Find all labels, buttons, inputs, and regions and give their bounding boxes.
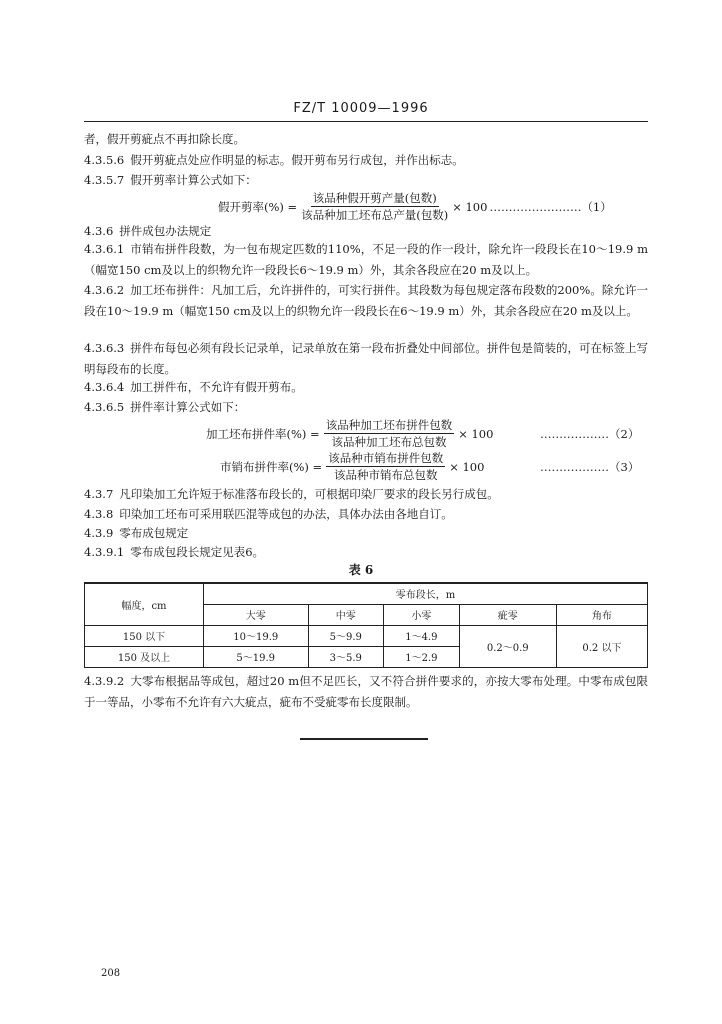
equation-number-2 <box>540 426 639 442</box>
header-cell-jiao-bu: 角布 <box>556 604 647 625</box>
clause-4-3-6-1 <box>84 239 648 281</box>
clause-number: 4.3.9 <box>84 526 114 540</box>
header-cell-ci-ling: 疵零 <box>459 604 556 625</box>
table-caption: 表 6 <box>348 563 374 577</box>
clause-text: 零布成包段长规定见表6。 <box>130 545 265 559</box>
clause-text: 拼件布每包必须有段长记录单，记录单放在第一段布折叠处中间部位。拼件包是简装的，可在标签上写明每段布的长度。 <box>84 341 648 376</box>
numerator: 该品种假开剪产量(包数) <box>312 191 437 205</box>
clause-number: 4.3.6.4 <box>84 380 125 394</box>
clause-number: 4.3.6 <box>84 224 114 238</box>
formula-1 <box>218 191 612 222</box>
clause-text: 拼件成包办法规定 <box>119 224 212 238</box>
cell-xiao-ling: 1～2.9 <box>384 646 460 667</box>
denominator: 该品种加工坯布总产量(包数) <box>301 208 449 222</box>
formula-multiplier: × 100 <box>449 459 485 474</box>
formula-multiplier: × 100 <box>452 199 488 214</box>
clause-text: 加工拼件布，不允许有假开剪布。 <box>130 380 303 394</box>
clause-number: 4.3.8 <box>84 507 114 521</box>
formula-2 <box>206 418 493 449</box>
formula-multiplier: × 100 <box>458 426 494 441</box>
clause-4-3-8 <box>84 506 453 522</box>
clause-4-3-9-2 <box>84 671 648 713</box>
cell-da-ling: 10～19.9 <box>204 625 309 646</box>
clause-text: 市销布拼件段数，为一包布规定匹数的110%，不足一段的作一段计，除允许一段段长在10～19.9 m（幅宽150 cm及以上的织物允许一段段长6～19.9 m）外，其余各段应在20 m及以上。 <box>84 242 648 277</box>
clause-text: 假开剪率计算公式如下： <box>130 173 257 187</box>
equation-number: （2） <box>609 427 640 441</box>
leader-dots: ……………… <box>540 427 609 441</box>
clause-4-3-6-5 <box>84 399 245 415</box>
formula-lhs: 市销布拼件率(%) = <box>220 459 323 474</box>
equation-number: （3） <box>609 460 640 474</box>
text-line: 者，假开剪疵点不再扣除长度。 <box>84 132 245 146</box>
numerator: 该品种加工坯布拼件包数 <box>325 418 453 432</box>
page-number: 208 <box>101 968 121 979</box>
cell-jiao-bu-merged: 0.2 以下 <box>556 625 647 667</box>
clause-number: 4.3.7 <box>84 487 114 501</box>
cell-width: 150 以下 <box>85 625 204 646</box>
clause-text: 大零布根据品等成包，超过20 m但不足匹长，又不符合拼件要求的，亦按大零布处理。中零布成包限于一等品，小零布不允许有六大疵点，疵布不受疵零布长度限制。 <box>84 674 648 709</box>
equation-number-3 <box>540 459 639 475</box>
clause-4-3-9 <box>84 525 188 541</box>
clause-number: 4.3.6.1 <box>84 242 125 256</box>
header-cell-xiao-ling: 小零 <box>384 604 460 625</box>
header-cell-width: 幅度，cm <box>85 583 204 625</box>
table-6 <box>84 582 648 668</box>
clause-text: 零布成包规定 <box>119 526 189 540</box>
header-cell-da-ling: 大零 <box>204 604 309 625</box>
cell-zhong-ling: 5～9.9 <box>308 625 384 646</box>
clause-number: 4.3.9.2 <box>84 674 125 688</box>
formula-lhs: 假开剪率(%) = <box>218 199 298 214</box>
leader-dots: …………………… <box>489 199 582 214</box>
clause-number: 4.3.5.6 <box>84 153 125 167</box>
clause-4-3-6-2 <box>84 280 648 322</box>
clause-4-3-6-4 <box>84 379 303 395</box>
clause-number: 4.3.6.3 <box>84 341 125 355</box>
clause-text: 加工坯布拼件：凡加工后，允许拼件的，可实行拼件。其段数为每包规定落布段数的200%。除允许一段在10～19.9 m（幅宽150 cm及以上的织物允许一段段长在6～19.9 m）外，其余各段应在20 m及以上。 <box>84 283 648 318</box>
header-cell-group: 零布段长，m <box>204 583 648 604</box>
equation-number: （1） <box>581 199 612 214</box>
table-header-row <box>85 583 648 604</box>
formula-fraction <box>301 191 448 222</box>
clause-text: 假开剪疵点处应作明显的标志。假开剪布另行成包，并作出标志。 <box>130 153 464 167</box>
clause-number: 4.3.6.2 <box>84 283 125 297</box>
end-of-standard-rule <box>300 738 428 740</box>
formula-fraction <box>324 418 455 449</box>
clause-4-3-9-1 <box>84 544 264 560</box>
clause-number: 4.3.6.5 <box>84 400 125 414</box>
denominator: 该品种市销布总包数 <box>333 468 438 482</box>
formula-lhs: 加工坯布拼件率(%) = <box>206 426 320 441</box>
formula-3 <box>220 451 484 482</box>
header-rule <box>84 121 648 122</box>
standard-code-header: FZ/T 10009—1996 <box>293 101 429 116</box>
clause-number: 4.3.5.7 <box>84 173 125 187</box>
denominator: 该品种加工坯布总包数 <box>331 435 447 449</box>
clause-text: 凡印染加工允许短于标准落布段长的，可根据印染厂要求的段长另行成包。 <box>119 487 499 501</box>
clause-text: 拼件率计算公式如下： <box>130 400 246 414</box>
cell-width: 150 及以上 <box>85 646 204 667</box>
clause-number: 4.3.9.1 <box>84 545 125 559</box>
numerator: 该品种市销布拼件包数 <box>328 451 444 465</box>
leader-dots: ……………… <box>540 460 609 474</box>
clause-4-3-5-7 <box>84 172 257 188</box>
table-row <box>85 625 648 646</box>
clause-4-3-6 <box>84 223 211 239</box>
clause-4-3-7 <box>84 486 499 502</box>
clause-4-3-6-3 <box>84 338 648 380</box>
header-cell-zhong-ling: 中零 <box>308 604 384 625</box>
cell-ci-ling-merged: 0.2～0.9 <box>459 625 556 667</box>
cell-zhong-ling: 3～5.9 <box>308 646 384 667</box>
clause-4-3-5-6 <box>84 152 464 168</box>
formula-fraction <box>326 451 445 482</box>
cell-xiao-ling: 1～4.9 <box>384 625 460 646</box>
clause-text: 印染加工坯布可采用联匹混等成包的办法，具体办法由各地自订。 <box>119 507 453 521</box>
cell-da-ling: 5～19.9 <box>204 646 309 667</box>
